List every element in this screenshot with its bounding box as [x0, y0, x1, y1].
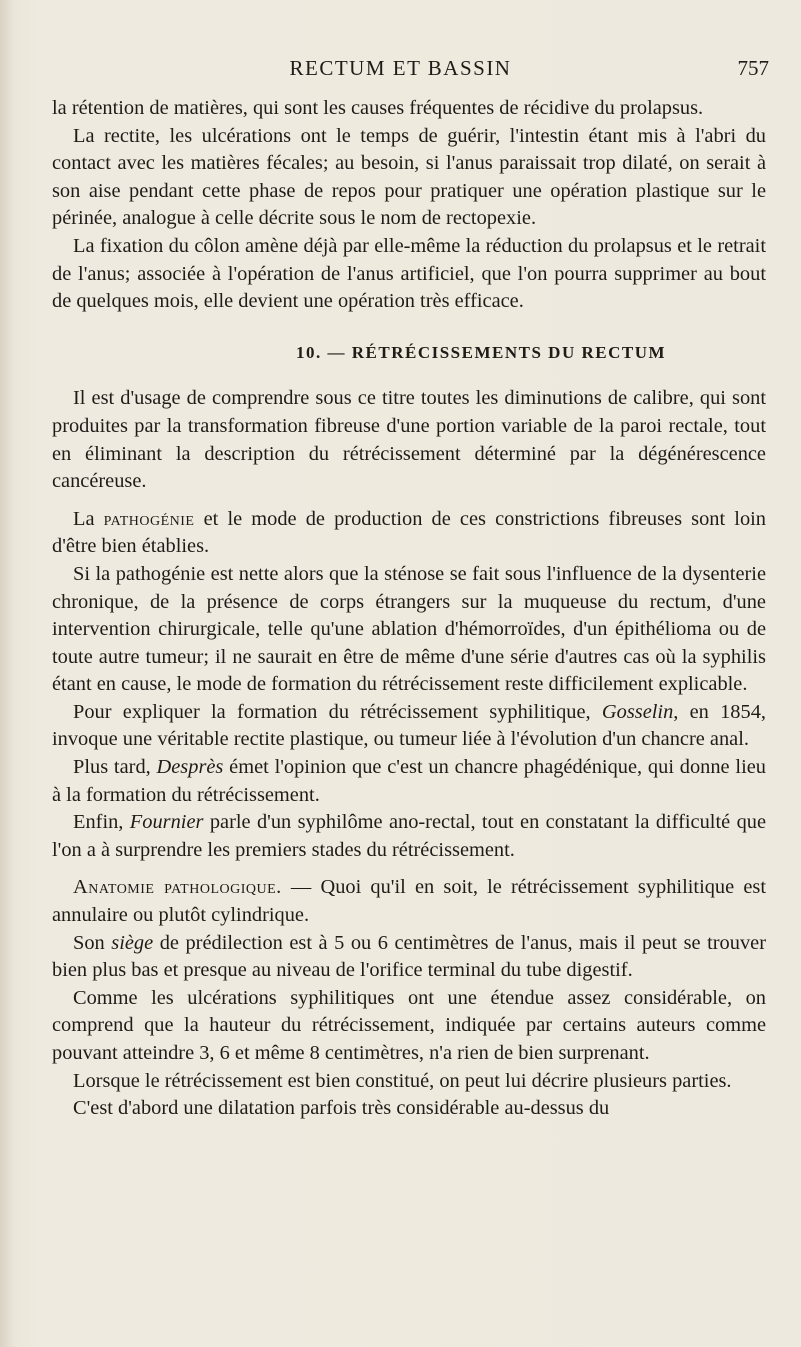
section-heading-text: 10. — RÉTRÉCISSEMENTS DU RECTUM	[296, 342, 667, 362]
text-run: , en 1854, invoque une véritable rectite plastique, ou tumeur liée à l'évolution d'un chancre anal.	[52, 700, 766, 751]
text-run: émet l'opinion que c'est un chancre phagédénique, qui donne lieu à la formation du rétrécissement.	[52, 756, 766, 806]
paragraph-gosselin	[52, 699, 766, 754]
paragraph-parties: Lorsque le rétrécissement est bien constitué, on peut lui décrire plusieurs parties.	[73, 1069, 732, 1092]
text-run: Pour expliquer la formation du rétrécissement syphilitique,	[73, 700, 602, 723]
paragraph-rectite: La rectite, les ulcérations ont le temps de guérir, l'intestin étant mis à l'abri du contact avec les matières fécales; au besoin, si l'anus paraissait trop dilaté, on serait à son aise pendant cette phase de repos pour pratiquer une opération plastique sur le périnée, analogue à celle décrite sous le nom de rectopexie.	[52, 124, 766, 230]
paragraph-anatomie	[52, 874, 766, 929]
text-run: Son	[73, 931, 112, 954]
smallcaps-term: pathogénie	[103, 507, 195, 530]
page-number: 757	[737, 56, 769, 80]
author-name: Fournier	[129, 811, 204, 834]
text-run: et le mode de production de ces constrictions fibreuses sont loin d'être bien établies.	[52, 507, 766, 558]
paragraph-fixation-colon: La fixation du côlon amène déjà par elle-même la réduction du prolapsus et le retrait de l'anus; associée à l'opération de l'anus artificiel, que l'on pourra supprimer au bout de quelques mois, elle devient une opération très efficace.	[52, 234, 766, 313]
section-heading	[52, 339, 766, 367]
paragraph-prolapsus-end: la rétention de matières, qui sont les causes fréquentes de récidive du prolapsus.	[52, 97, 704, 119]
text-run: de prédilection est à 5 ou 6 centimètres de l'anus, mais il peut se trouver bien plus bas et presque au niveau de l'orifice terminal du tube digestif.	[52, 931, 766, 982]
paragraph-siege	[52, 930, 766, 985]
page-body	[52, 95, 766, 1123]
paragraph-stenose: Si la pathogénie est nette alors que la sténose se fait sous l'influence de la dysenterie chronique, de la présence de corps étrangers sur la muqueuse du rectum, d'une intervention chirurgicale, telle qu'une ablation d'hémorroïdes, d'un épithélioma ou de toute autre tumeur; il ne saurait en être de même d'une série d'autres cas où la syphilis étant en cause, le mode de formation du rétrécissement reste difficilement explicable.	[52, 562, 766, 696]
author-name: Gosselin	[601, 700, 674, 723]
paragraph-despres	[52, 754, 766, 809]
paragraph-dilatation: C'est d'abord une dilatation parfois très considérable au-dessus du	[73, 1097, 610, 1120]
paragraph-ulcerations: Comme les ulcérations syphilitiques ont une étendue assez considérable, on comprend que la hauteur du rétrécissement, indiquée par certains auteurs comme pouvant atteindre 3, 6 et même 8 centimètres, n'a rien de bien surprenant.	[52, 986, 766, 1064]
text-run: parle d'un syphilôme ano-rectal, tout en constatant la difficulté que l'on a à surprendre les premiers stades du rétrécissement.	[52, 811, 767, 861]
text-run: — Quoi qu'il en soit, le rétrécissement syphilitique est annulaire ou plutôt cylindrique.	[52, 876, 766, 927]
text-run: Plus tard,	[73, 756, 157, 779]
text-run: La	[73, 507, 104, 530]
paragraph-definition: Il est d'usage de comprendre sous ce titre toutes les diminutions de calibre, qui sont produites par la transformation fibreuse d'une portion variable de la paroi rectale, tout en éliminant la description du rétrécissement déterminé par la dégénérescence cancéreuse.	[52, 387, 766, 493]
paragraph-pathogenie	[52, 506, 766, 561]
smallcaps-term: Anatomie pathologique.	[73, 876, 282, 899]
paragraph-fournier	[52, 809, 766, 864]
running-title: RECTUM ET BASSIN	[289, 56, 512, 80]
text-run: Enfin,	[73, 811, 130, 834]
italic-term: siège	[111, 931, 154, 954]
author-name: Desprès	[156, 756, 224, 779]
page-header	[0, 56, 801, 86]
